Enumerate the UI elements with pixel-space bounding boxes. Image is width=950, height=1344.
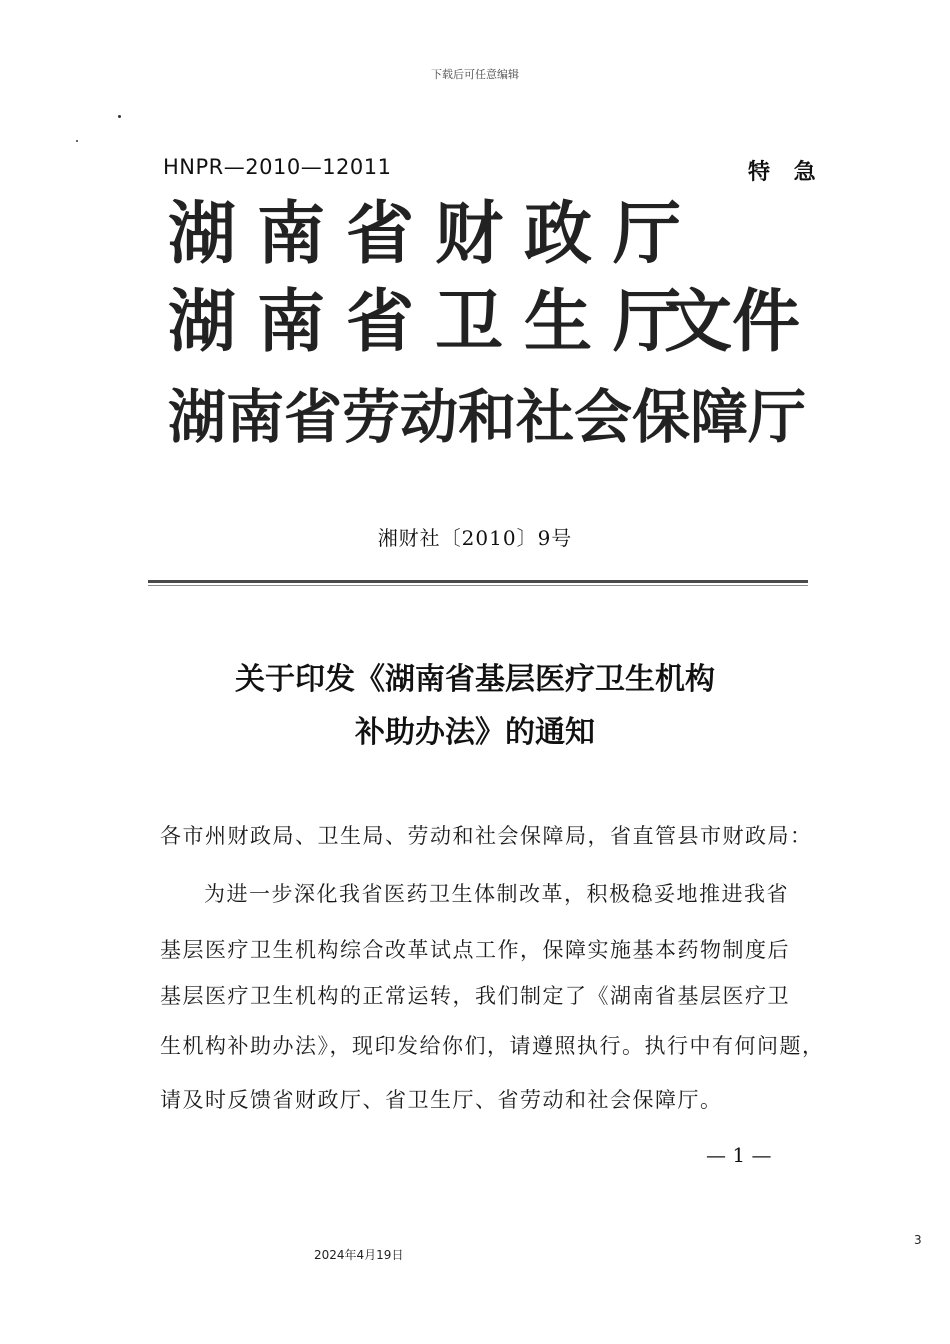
document-number: 湘财社〔2010〕9号 [377, 526, 573, 550]
document-code: HNPR—2010—12011 [163, 155, 392, 179]
title-line-1: 关于印发《湖南省基层医疗卫生机构 [235, 662, 715, 697]
header-note: 下载后可任意编辑 [431, 68, 519, 81]
issuer-finance-dept: 湖南省财政厅 [168, 194, 703, 274]
page-number: — 1 — [706, 1143, 772, 1167]
header-divider-thin [148, 585, 808, 586]
header-divider [148, 580, 808, 583]
issuer-health-dept: 湖南省卫生厅 [168, 282, 703, 362]
scan-speck [118, 115, 121, 118]
body-line: 基层医疗卫生机构的正常运转，我们制定了《湖南省基层医疗卫 [160, 984, 790, 1008]
footer-date: 2024年4月19日 [314, 1248, 404, 1262]
urgency-label: 特 急 [748, 160, 824, 185]
body-line: 请及时反馈省财政厅、省卫生厅、省劳动和社会保障厅。 [160, 1088, 723, 1112]
body-line: 生机构补助办法》，现印发给你们，请遵照执行。执行中有何问题， [160, 1034, 825, 1058]
issuer-labor-dept: 湖南省劳动和社会保障厅 [168, 383, 807, 451]
scan-speck [76, 140, 78, 142]
title-line-2: 补助办法》的通知 [355, 715, 595, 750]
recipients-line: 各市州财政局、卫生局、劳动和社会保障局，省直管县市财政局： [160, 824, 813, 848]
issuer-suffix: 文件 [664, 282, 801, 362]
body-line: 基层医疗卫生机构综合改革试点工作，保障实施基本药物制度后 [160, 938, 790, 962]
footer-page-number: 3 [914, 1233, 922, 1247]
body-line: 为进一步深化我省医药卫生体制改革，积极稳妥地推进我省 [204, 882, 789, 906]
